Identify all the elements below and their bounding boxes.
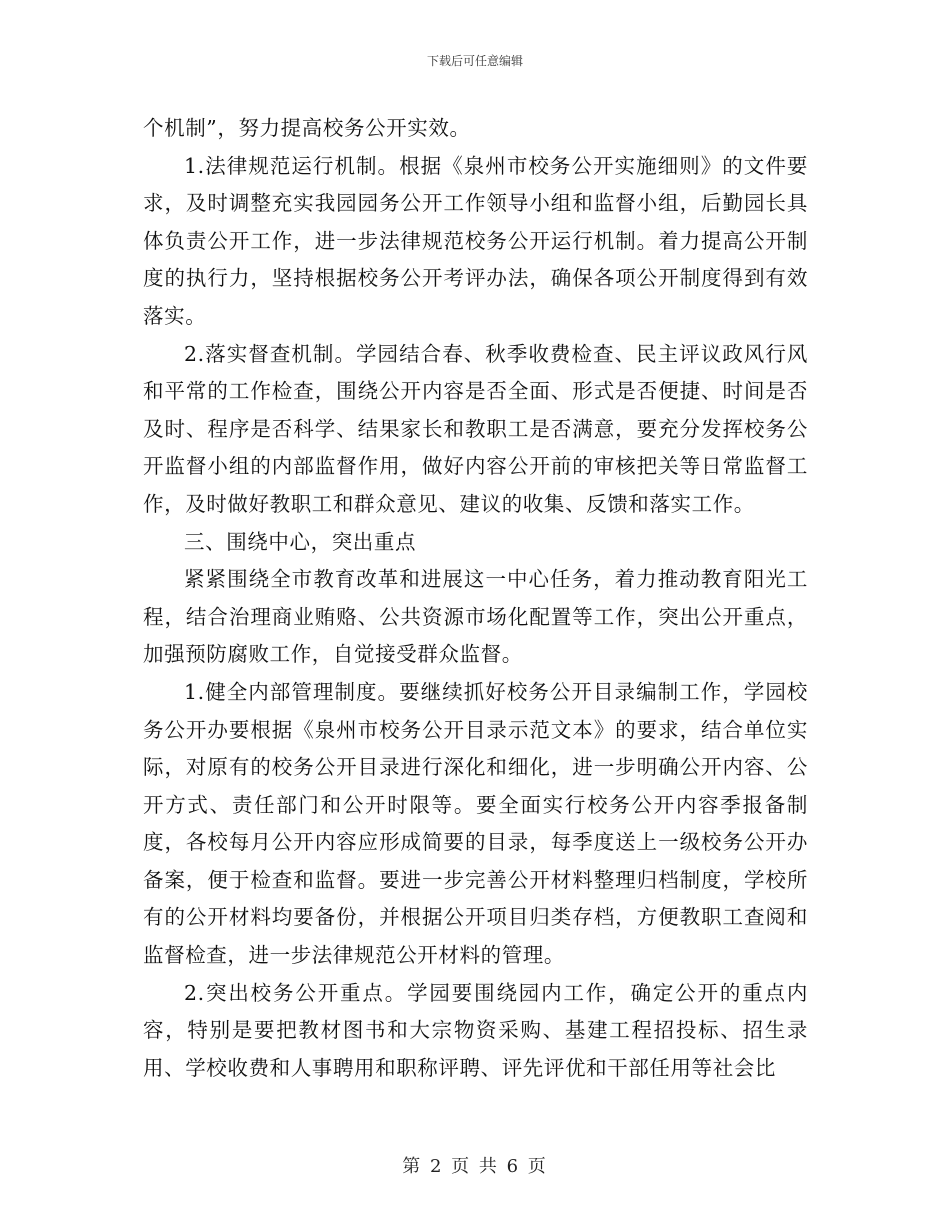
section-heading-three: 三、围绕中心，突出重点 [184, 529, 417, 554]
page-number: 第 2 页 共 6 页 [402, 1156, 548, 1177]
paragraph-supervision-mechanism: 2.落实督查机制。学园结合春、秋季收费检查、民主评议政风行风和平常的工作检查，围绕公开内容是否全面、形式是否便捷、时间是否及时、程序是否科学、结果家长和教职工是否满意，要充分发挥校务公开监督小组的内部监督作用，做好内容公开前的审核把关等日常监督工作，及时做好教职工和群众意见、建议的收集、反馈和落实工作。 [143, 341, 808, 516]
paragraph-internal-management: 1.健全内部管理制度。要继续抓好校务公开目录编制工作，学园校务公开办要根据《泉州市校务公开目录示范文本》的要求，结合单位实际，对原有的校务公开目录进行深化和细化，进一步明确公开内容、公开方式、责任部门和公开时限等。要全面实行校务公开内容季报备制度，各校每月公开内容应形成简要的目录，每季度送上一级校务公开办备案，便于检查和监督。要进一步完善公开材料整理归档制度，学校所有的公开材料均要备份，并根据公开项目归类存档，方便教职工查阅和监督检查，进一步法律规范公开材料的管理。 [143, 679, 808, 968]
paragraph-legal-mechanism: 1.法律规范运行机制。根据《泉州市校务公开实施细则》的文件要求，及时调整充实我园园务公开工作领导小组和监督小组，后勤园长具体负责公开工作，进一步法律规范校务公开运行机制。着力提高公开制度的执行力，坚持根据校务公开考评办法，确保各项公开制度得到有效落实。 [143, 153, 808, 328]
document-body [143, 110, 808, 1087]
paragraph-continuation: 个机制”，努力提高校务公开实效。 [143, 116, 471, 140]
paragraph-section-intro: 紧紧围绕全市教育改革和进展这一中心任务，着力推动教育阳光工程，结合治理商业贿赂、公共资源市场化配置等工作，突出公开重点，加强预防腐败工作，自觉接受群众监督。 [143, 567, 808, 667]
page-header: 下载后可任意编辑 [426, 54, 523, 68]
paragraph-key-disclosure: 2.突出校务公开重点。学园要围绕园内工作，确定公开的重点内容，特别是要把教材图书和大宗物资采购、基建工程招投标、招生录用、学校收费和人事聘用和职称评聘、评先评优和干部任用等社会比 [143, 980, 808, 1080]
